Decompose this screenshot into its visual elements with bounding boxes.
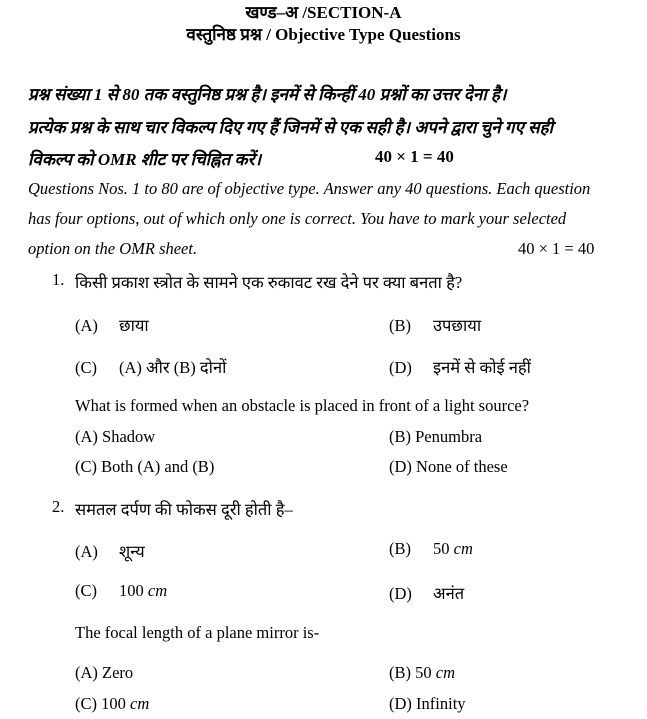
option-a-hindi[interactable] xyxy=(75,313,149,336)
option-value: 100 xyxy=(119,581,144,600)
question-hindi-text: समतल दर्पण की फोकस दूरी होती है– xyxy=(75,500,293,519)
option-label: (A) xyxy=(75,542,98,561)
hindi-marks: 40 × 1 = 40 xyxy=(375,147,454,166)
option-unit: cm xyxy=(453,539,473,558)
option-c-english[interactable] xyxy=(75,694,149,714)
option-c-english[interactable]: (C) Both (A) and (B) xyxy=(75,457,215,476)
option-a-english[interactable] xyxy=(75,663,133,683)
option-c-hindi[interactable] xyxy=(75,355,226,378)
option-label: (D) xyxy=(389,584,412,603)
english-instruction-line: option on the OMR sheet. xyxy=(28,239,198,258)
option-value: 50 xyxy=(433,539,450,558)
english-instruction-line: Questions Nos. 1 to 80 are of objective type. Answer any 40 questions. Each question xyxy=(28,179,591,198)
question-english-text: The focal length of a plane mirror is- xyxy=(75,623,320,642)
hindi-instruction-line: प्रत्येक प्रश्न के साथ चार विकल्प दिए गए हैं जिनमें से एक सही है। अपने द्वारा चुने गए सही xyxy=(28,118,554,137)
option-b-hindi[interactable] xyxy=(389,313,481,336)
question-english-text: What is formed when an obstacle is placed in front of a light source? xyxy=(75,396,530,415)
option-unit: cm xyxy=(130,694,150,713)
option-label: (B) xyxy=(389,316,411,335)
option-text: अनंत xyxy=(433,584,465,603)
section-subheading: वस्तुनिष्ठ प्रश्न / Objective Type Questions xyxy=(186,25,461,44)
option-b-english[interactable] xyxy=(389,663,455,683)
option-label: (C) xyxy=(75,581,97,600)
option-c-hindi[interactable] xyxy=(75,581,167,601)
hindi-instruction-line: विकल्प को OMR शीट पर चिह्नित करें। xyxy=(28,150,262,169)
option-text: (A) और (B) दोनों xyxy=(119,358,227,377)
option-d-hindi[interactable] xyxy=(389,581,464,604)
question-number: 1. xyxy=(52,270,65,289)
option-unit: cm xyxy=(435,663,455,682)
option-label: (D) xyxy=(389,358,412,377)
option-d-english[interactable] xyxy=(389,694,466,714)
english-instruction-line: has four options, out of which only one is correct. You have to mark your selected xyxy=(28,209,567,228)
option-label: (A) xyxy=(75,316,98,335)
option-unit: cm xyxy=(147,581,168,600)
section-heading: खण्ड–अ /SECTION-A xyxy=(245,3,402,22)
option-d-english[interactable]: (D) None of these xyxy=(389,457,508,476)
option-b-hindi[interactable] xyxy=(389,539,473,559)
option-text: (B) 50 xyxy=(389,663,432,682)
option-label: (C) xyxy=(75,358,97,377)
english-marks: 40 × 1 = 40 xyxy=(518,239,595,258)
option-text: इनमें से कोई नहीं xyxy=(433,358,531,377)
option-label: (B) xyxy=(389,539,411,558)
question-hindi-text: किसी प्रकाश स्त्रोत के सामने एक रुकावट रख देने पर क्या बनता है? xyxy=(75,273,463,292)
option-d-hindi[interactable] xyxy=(389,355,531,378)
option-text: उपछाया xyxy=(433,316,482,335)
option-b-english[interactable]: (B) Penumbra xyxy=(389,427,483,446)
option-text: (C) 100 xyxy=(75,694,126,713)
option-a-hindi[interactable] xyxy=(75,539,145,562)
option-text: छाया xyxy=(119,316,149,335)
question-number: 2. xyxy=(52,497,65,516)
option-a-english[interactable]: (A) Shadow xyxy=(75,427,156,446)
option-text: (D) Infinity xyxy=(389,694,466,713)
hindi-instruction-line: प्रश्न संख्या 1 से 80 तक वस्तुनिष्ठ प्रश्न है। इनमें से किन्हीं 40 प्रश्नों का उत्तर देना है। xyxy=(28,85,507,104)
option-text: (A) Zero xyxy=(75,663,134,682)
option-text: शून्य xyxy=(119,542,145,561)
